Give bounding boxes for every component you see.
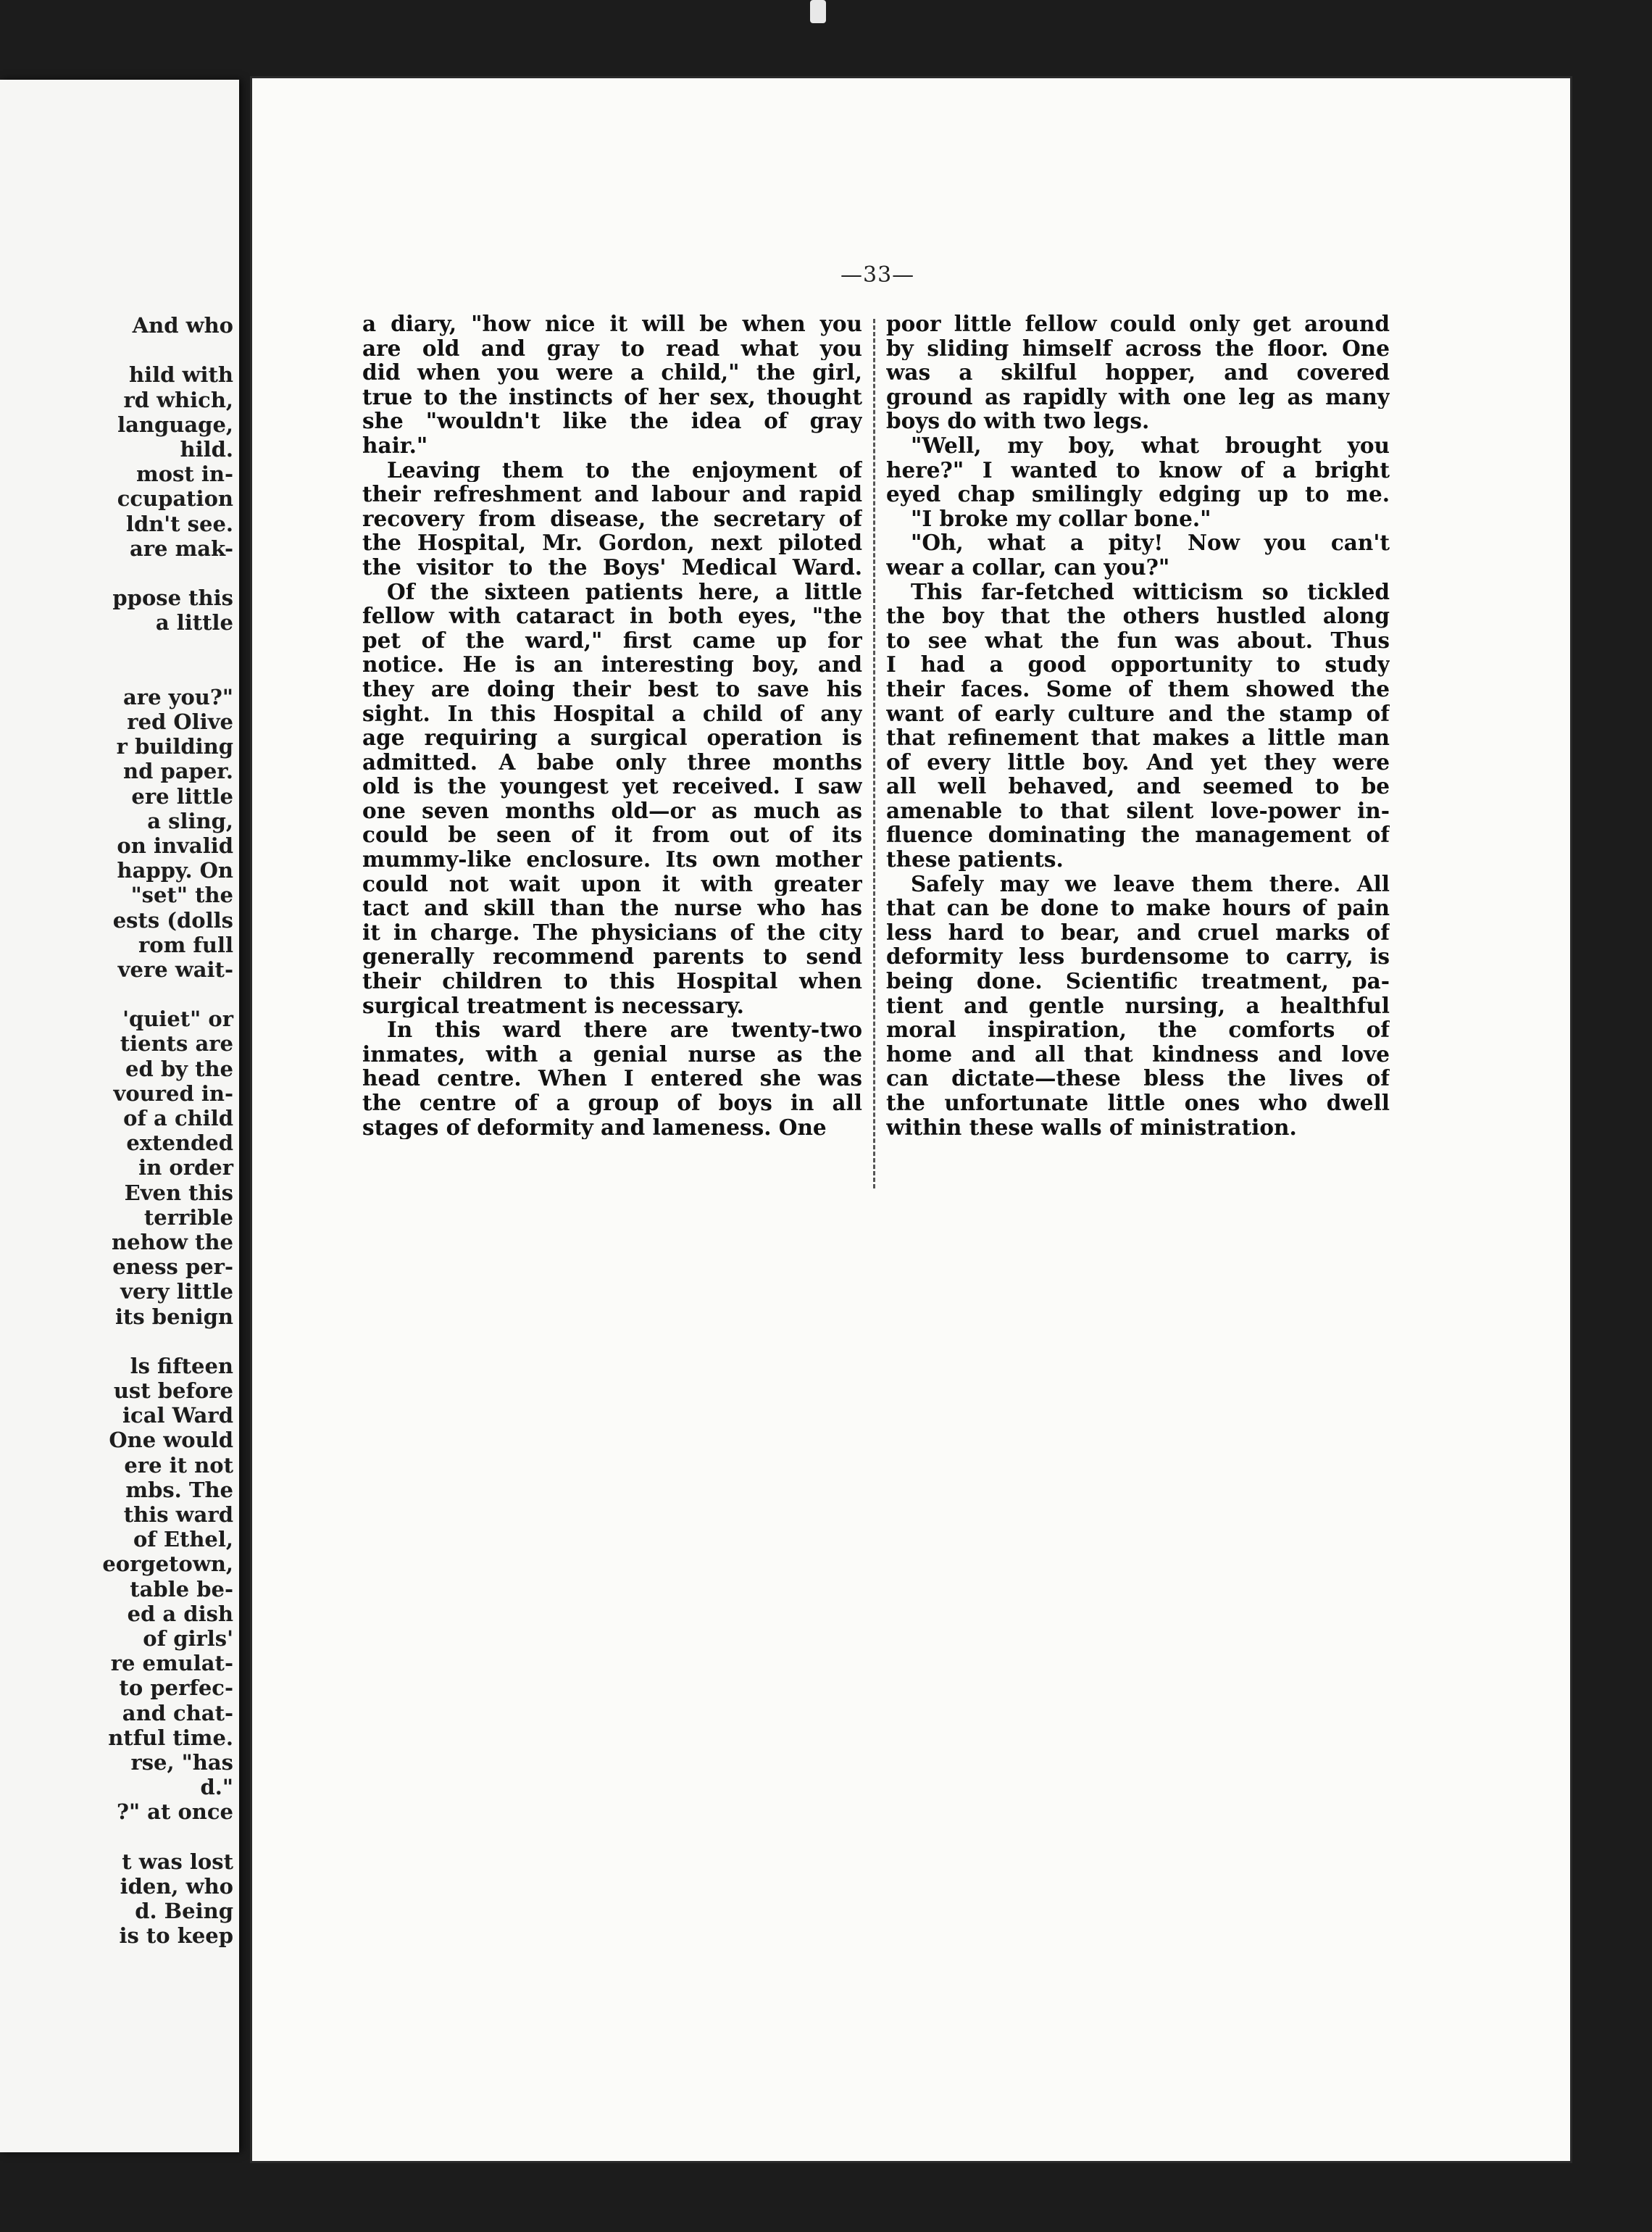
text-line: old is the youngest yet received. I saw — [362, 774, 862, 799]
text-line: they are doing their best to save his — [362, 676, 862, 701]
left-fragment-line — [0, 660, 239, 685]
text-line: true to the instincts of her sex, thought — [362, 384, 862, 409]
left-fragment-line: "set" the — [130, 883, 233, 908]
left-fragment-line: tients are — [120, 1031, 233, 1057]
left-fragment-line: rom full — [138, 932, 233, 957]
left-fragment-line: rd which, — [123, 387, 233, 412]
text-line: recovery from disease, the secretary of — [362, 506, 862, 531]
left-fragment-line: eness per- — [112, 1254, 233, 1280]
text-line: generally recommend parents to send — [362, 944, 862, 970]
text-line: their children to this Hospital when — [362, 969, 862, 994]
text-line: This far-fetched witticism so tickled — [911, 579, 1390, 604]
left-fragment-line: ust before — [113, 1378, 233, 1404]
text-line: I had a good opportunity to study — [886, 652, 1390, 677]
column-divider — [873, 319, 875, 1188]
left-fragment-line: d. Being — [135, 1899, 233, 1923]
text-line: can dictate—these bless the lives of — [886, 1066, 1390, 1091]
text-line: Leaving them to the enjoyment of — [387, 457, 862, 483]
left-fragment-line: vere wait- — [117, 957, 233, 982]
left-fragment-line — [0, 338, 239, 362]
text-line: fellow with cataract in both eyes, "the — [362, 604, 862, 628]
text-line: being done. Scientific treatment, pa- — [886, 969, 1390, 994]
text-line: tact and skill than the nurse who has — [362, 896, 862, 920]
left-fragment-line: voured in- — [113, 1080, 233, 1106]
text-line: she "wouldn't like the idea of gray — [362, 409, 862, 433]
text-line: eyed chap smilingly edging up to me. — [886, 482, 1390, 507]
left-fragment-line: its benign — [114, 1304, 233, 1329]
text-line: that can be done to make hours of pain — [886, 896, 1390, 920]
text-line: amenable to that silent love-power in- — [886, 798, 1390, 823]
left-fragment-line: ests (dolls — [112, 907, 233, 933]
text-line: of every little boy. And yet they were — [886, 749, 1390, 775]
text-line: their faces. Some of them showed the — [886, 676, 1390, 701]
left-fragment-line: ical Ward — [122, 1403, 233, 1428]
text-line: surgical treatment is necessary. — [362, 993, 744, 1018]
left-fragment-line — [0, 982, 239, 1007]
left-fragment-line: a sling, — [147, 808, 233, 833]
text-line: home and all that kindness and love — [886, 1041, 1390, 1067]
left-fragment-line — [0, 1824, 239, 1849]
left-fragment-line: iden, who — [120, 1873, 233, 1899]
left-fragment-line — [0, 635, 239, 659]
text-line: pet of the ward," first came up for — [362, 628, 862, 653]
text-line: a diary, "how nice it will be when you — [362, 312, 862, 336]
text-line: was a skilful hopper, and covered — [886, 360, 1390, 385]
left-fragment-line: extended — [126, 1130, 233, 1156]
left-fragment-line: ldn't see. — [125, 511, 233, 536]
text-line: the visitor to the Boys' Medical Ward. — [362, 554, 862, 580]
text-line: are old and gray to read what you — [362, 336, 862, 361]
text-line: In this ward there are twenty-two — [387, 1017, 862, 1042]
left-fragment-line: are mak- — [129, 536, 233, 561]
left-fragment-line: ere little — [131, 783, 233, 809]
left-fragment-line: in order — [138, 1155, 233, 1180]
text-line: admitted. A babe only three months — [362, 749, 862, 775]
text-line: "Oh, what a pity! Now you can't — [911, 530, 1390, 555]
text-line: stages of deformity and lameness. One — [362, 1115, 827, 1140]
left-fragment-line: One would — [109, 1428, 233, 1453]
text-line: less hard to bear, and cruel marks of — [886, 920, 1390, 945]
bleed-through-text — [1107, 1216, 1115, 1254]
text-line: Safely may we leave them there. All — [911, 871, 1390, 896]
text-column-left — [362, 312, 862, 1139]
left-fragment-line: Even this — [124, 1180, 233, 1205]
left-fragment-line: a little — [155, 610, 233, 636]
text-line: inmates, with a genial nurse as the — [362, 1041, 862, 1067]
text-line: "Well, my boy, what brought you — [911, 433, 1390, 458]
left-fragment-line: ls fifteen — [130, 1353, 233, 1378]
left-fragment-line: on invalid — [117, 833, 233, 858]
text-line: could not wait upon it with greater — [362, 871, 862, 896]
left-fragment-line: of a child — [123, 1106, 233, 1130]
left-fragment-line: ere it not — [124, 1452, 233, 1478]
left-fragment-line: r building — [116, 734, 233, 759]
text-line: head centre. When I entered she was — [362, 1066, 862, 1091]
left-fragment-line: is to keep — [119, 1923, 233, 1949]
left-fragment-line: 'quiet" or — [122, 1007, 233, 1032]
left-page-fragment — [0, 80, 239, 2152]
left-fragment-line: this ward — [123, 1502, 233, 1527]
scan-artifact — [810, 0, 826, 23]
text-line: poor little fellow could only get around — [886, 312, 1390, 336]
text-line: by sliding himself across the floor. One — [886, 336, 1390, 361]
text-line: mummy-like enclosure. Its own mother — [362, 847, 862, 872]
text-line: deformity less burdensome to carry, is — [886, 944, 1390, 970]
left-fragment-line — [0, 1329, 239, 1354]
left-fragment-line: And who — [132, 313, 233, 338]
left-fragment-line: most in- — [136, 462, 233, 487]
left-fragment-line: eorgetown, — [102, 1552, 233, 1577]
left-fragment-line: re emulat- — [110, 1651, 233, 1676]
text-line: within these walls of ministration. — [886, 1115, 1297, 1140]
left-fragment-line: hild. — [180, 436, 233, 462]
left-fragment-line: ?" at once — [116, 1799, 233, 1825]
text-line: hair." — [362, 433, 428, 458]
text-line: here?" I wanted to know of a bright — [886, 457, 1390, 483]
text-line: their refreshment and labour and rapid — [362, 482, 862, 507]
text-line: did when you were a child," the girl, — [362, 360, 862, 385]
left-fragment-line: d." — [200, 1775, 233, 1800]
text-line: moral inspiration, the comforts of — [886, 1017, 1390, 1042]
left-fragment-line: very little — [120, 1279, 233, 1304]
text-line: "I broke my collar bone." — [911, 506, 1211, 531]
left-page-text — [0, 313, 239, 1948]
left-fragment-line: ntful time. — [108, 1725, 233, 1750]
page-number: —33— — [840, 262, 915, 288]
left-fragment-line: of Ethel, — [133, 1527, 233, 1552]
text-line: ground as rapidly with one leg as many — [886, 384, 1390, 409]
left-fragment-line: red Olive — [127, 709, 233, 734]
text-line: Of the sixteen patients here, a little — [387, 579, 862, 604]
left-fragment-line: table be- — [130, 1576, 233, 1602]
left-fragment-line: mbs. The — [125, 1477, 233, 1502]
text-line: one seven months old—or as much as — [362, 798, 862, 823]
left-fragment-line: are you?" — [123, 684, 233, 709]
left-fragment-line: language, — [117, 412, 233, 437]
text-line: it in charge. The physicians of the city — [362, 920, 862, 945]
left-fragment-line: happy. On — [117, 858, 233, 883]
text-line: the unfortunate little ones who dwell — [886, 1091, 1390, 1115]
left-fragment-line — [0, 561, 239, 586]
left-fragment-line: terrible — [143, 1204, 233, 1230]
text-line: the centre of a group of boys in all — [362, 1091, 862, 1115]
text-line: want of early culture and the stamp of — [886, 701, 1390, 726]
text-line: sight. In this Hospital a child of any — [362, 701, 862, 726]
text-line: to see what the fun was about. Thus — [886, 628, 1390, 653]
text-line: tient and gentle nursing, a healthful — [886, 993, 1390, 1018]
text-line: that refinement that makes a little man — [886, 725, 1390, 750]
left-fragment-line: nd paper. — [123, 759, 233, 784]
left-fragment-line: nehow the — [112, 1229, 233, 1254]
text-line: age requiring a surgical operation is — [362, 725, 862, 750]
left-fragment-line: ppose this — [112, 586, 233, 611]
left-fragment-line: hild with — [129, 362, 233, 388]
left-fragment-line: of girls' — [143, 1625, 233, 1651]
left-fragment-line: ed a dish — [127, 1601, 233, 1626]
text-line: all well behaved, and seemed to be — [886, 774, 1390, 799]
left-fragment-line: rse, "has — [130, 1749, 233, 1775]
left-fragment-line: and chat- — [122, 1700, 233, 1725]
text-line: fluence dominating the management of — [886, 823, 1390, 848]
text-line: the boy that the others hustled along — [886, 604, 1390, 628]
text-line: these patients. — [886, 847, 1064, 872]
left-fragment-line: ccupation — [117, 486, 233, 512]
text-column-right — [886, 312, 1390, 1139]
text-line: notice. He is an interesting boy, and — [362, 652, 862, 677]
text-line: the Hospital, Mr. Gordon, next piloted — [362, 530, 862, 555]
left-fragment-line: to perfec- — [119, 1675, 233, 1701]
left-fragment-line: t was lost — [122, 1849, 233, 1874]
text-line: could be seen of it from out of its — [362, 823, 862, 848]
left-fragment-line: ed by the — [125, 1056, 233, 1081]
text-line: boys do with two legs. — [886, 409, 1150, 433]
text-line: wear a collar, can you?" — [886, 554, 1170, 580]
